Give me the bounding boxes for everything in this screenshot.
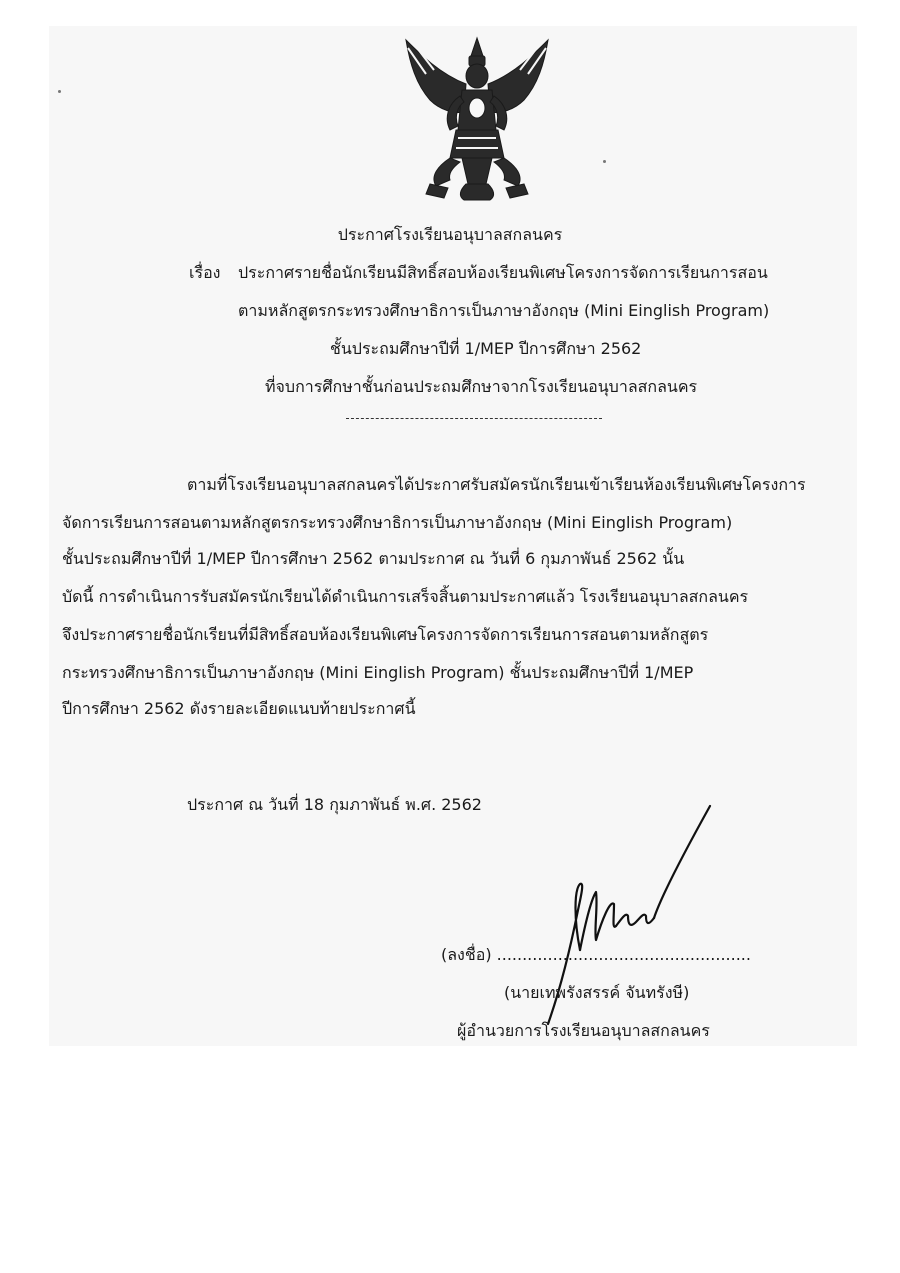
header-divider [346,418,602,419]
body-line-5: จึงประกาศรายชื่อนักเรียนที่มีสิทธิ์สอบห้องเรียนพิเศษโครงการจัดการเรียนการสอนตามหลักสูตร [62,625,709,644]
body-line-4: บัดนี้ การดำเนินการรับสมัครนักเรียนได้ดำเนินการเสร็จสิ้นตามประกาศแล้ว โรงเรียนอนุบาลสกลนคร [62,587,749,606]
announcement-date: ประกาศ ณ วันที่ 18 กุมภาพันธ์ พ.ศ. 2562 [187,795,482,814]
subject-line-3: ชั้นประถมศึกษาปีที่ 1/MEP ปีการศึกษา 2562 [330,339,642,358]
scan-speck [603,160,606,163]
subject-line-1: ประกาศรายชื่อนักเรียนมีสิทธิ์สอบห้องเรียนพิเศษโครงการจัดการเรียนการสอน [238,263,768,282]
garuda-emblem-icon [400,34,554,202]
scan-speck [58,90,61,93]
body-line-6: กระทรวงศึกษาธิการเป็นภาษาอังกฤษ (Mini Einglish Program) ชั้นประถมศึกษาปีที่ 1/MEP [62,663,694,682]
subject-line-2: ตามหลักสูตรกระทรวงศึกษาธิการเป็นภาษาอังกฤษ (Mini Einglish Program) [238,301,770,320]
announcement-title: ประกาศโรงเรียนอนุบาลสกลนคร [337,225,563,244]
subject-label: เรื่อง [189,263,221,282]
body-line-7: ปีการศึกษา 2562 ดังรายละเอียดแนบท้ายประกาศนี้ [62,699,416,718]
subject-line-4: ที่จบการศึกษาชั้นก่อนประถมศึกษาจากโรงเรียนอนุบาลสกลนคร [265,377,698,396]
body-line-1: ตามที่โรงเรียนอนุบาลสกลนครได้ประกาศรับสมัครนักเรียนเข้าเรียนห้องเรียนพิเศษโครงการ [187,475,806,494]
signature-line: (ลงชื่อ) .................................................. [441,945,751,964]
signer-name: (นายเทพรังสรรค์ จันทรังษี) [504,983,690,1002]
signer-position: ผู้อำนวยการโรงเรียนอนุบาลสกลนคร [457,1021,710,1040]
body-line-2: จัดการเรียนการสอนตามหลักสูตรกระทรวงศึกษาธิการเป็นภาษาอังกฤษ (Mini Einglish Program) [62,513,733,532]
body-line-3: ชั้นประถมศึกษาปีที่ 1/MEP ปีการศึกษา 2562 ตามประกาศ ณ วันที่ 6 กุมภาพันธ์ 2562 นั้น [62,549,685,568]
